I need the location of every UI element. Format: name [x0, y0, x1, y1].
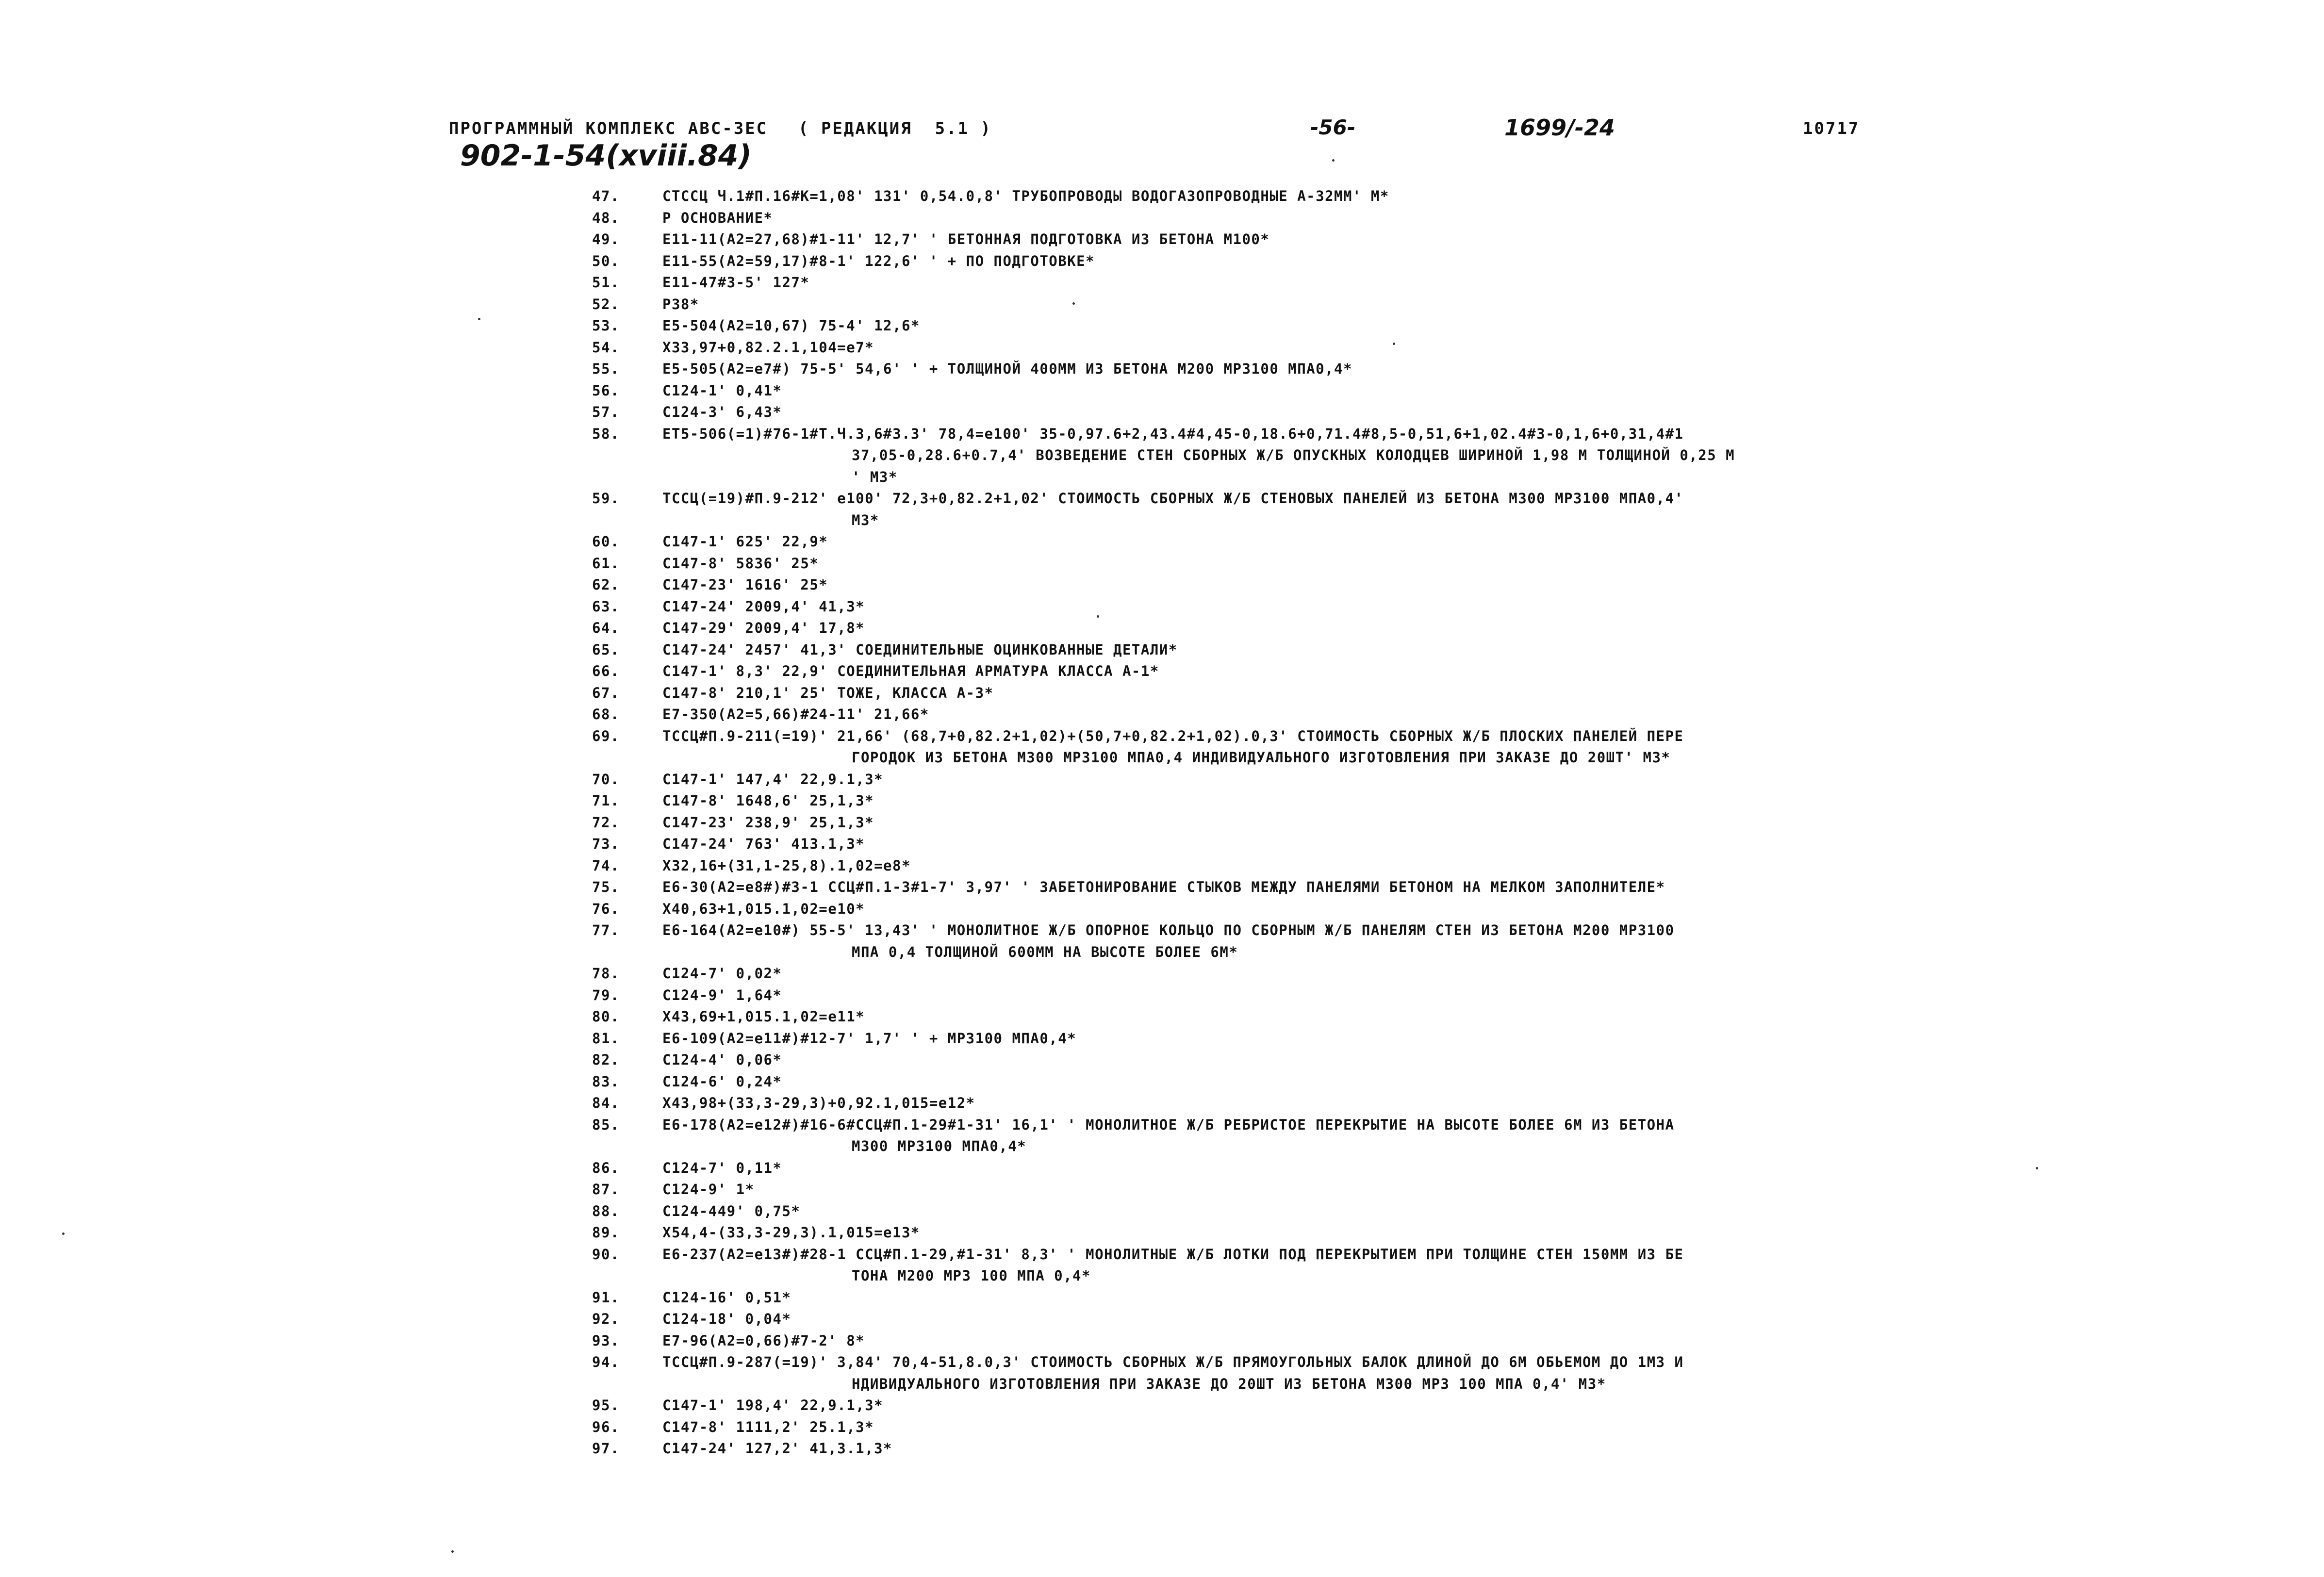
listing-line	[592, 833, 2242, 855]
listing-line	[592, 725, 2242, 747]
line-text: С124-16' 0,51*	[662, 1289, 791, 1306]
line-text: С147-1' 625' 22,9*	[662, 533, 828, 550]
line-text: Е6-30(А2=е8#)#3-1 ССЦ#П.1-3#1-7' 3,97' ' ЗАБЕТОНИРОВАНИЕ СТЫКОВ МЕЖДУ ПАНЕЛЯМИ БЕТОНОМ НА МЕЛКОМ ЗАПОЛНИТЕЛЕ*	[662, 879, 1665, 895]
line-text: Е6-178(А2=е12#)#16-6#ССЦ#П.1-29#1-31' 16,1' ' МОНОЛИТНОЕ Ж/Б РЕБРИСТОЕ ПЕРЕКРЫТИЕ НА ВЫСОТЕ БОЛЕЕ 6М ИЗ БЕТОНА	[662, 1116, 1675, 1133]
line-number: 88.	[592, 1202, 620, 1219]
line-number: 48.	[592, 209, 620, 226]
line-number: 97.	[592, 1440, 620, 1457]
listing-line	[592, 337, 2242, 359]
line-number: 71.	[592, 792, 620, 809]
program-listing	[592, 185, 2242, 1460]
line-number: 93.	[592, 1332, 620, 1349]
listing-line	[592, 1416, 2242, 1438]
line-text: С124-7' 0,02*	[662, 965, 782, 982]
line-number: 51.	[592, 274, 620, 291]
line-text: СТССЦ Ч.1#П.16#К=1,08' 131' 0,54.0,8' ТРУБОПРОВОДЫ ВОДОГАЗОПРОВОДНЫЕ А-32ММ' М*	[662, 188, 1389, 204]
scan-speck	[478, 318, 480, 320]
line-number: 55.	[592, 361, 620, 377]
line-text: С147-29' 2009,4' 17,8*	[662, 620, 865, 636]
line-text: С147-8' 1648,6' 25,1,3*	[662, 792, 874, 809]
line-number: 84.	[592, 1095, 620, 1111]
listing-line	[592, 963, 2242, 985]
line-number: 56.	[592, 382, 620, 399]
listing-line	[592, 1308, 2242, 1330]
line-number: 82.	[592, 1051, 620, 1068]
listing-line	[592, 380, 2242, 402]
line-number: 73.	[592, 836, 620, 852]
line-text: Р38*	[662, 296, 699, 312]
line-continuation: ГОРОДОК ИЗ БЕТОНА М300 МРЗ100 МПА0,4 ИНДИВИДУАЛЬНОГО ИЗГОТОВЛЕНИЯ ПРИ ЗАКАЗЕ ДО 20ШТ' М3*	[852, 749, 1671, 766]
line-continuation: 37,05-0,28.6+0.7,4' ВОЗВЕДЕНИЕ СТЕН СБОРНЫХ Ж/Б ОПУСКНЫХ КОЛОДЦЕВ ШИРИНОЙ 1,98 М ТОЛЩИНОЙ 0,25 М	[852, 447, 1735, 463]
document-number: 1699/-24	[1504, 115, 1615, 141]
listing-line	[592, 1157, 2242, 1179]
line-number: 68.	[592, 706, 620, 723]
listing-line	[592, 1049, 2242, 1071]
edition-label: ( РЕДАКЦИЯ 5.1 )	[798, 119, 992, 138]
listing-line	[592, 574, 2242, 596]
scan-speck	[1072, 302, 1075, 305]
listing-line	[592, 315, 2242, 337]
listing-line	[592, 207, 2242, 229]
line-text: Р ОСНОВАНИЕ*	[662, 209, 773, 226]
line-number: 57.	[592, 404, 620, 420]
listing-line	[592, 1438, 2242, 1460]
line-text: С124-18' 0,04*	[662, 1311, 791, 1327]
listing-line	[592, 1244, 2242, 1265]
line-text: С124-6' 0,24*	[662, 1073, 782, 1090]
line-number: 47.	[592, 188, 620, 204]
line-text: С124-3' 6,43*	[662, 404, 782, 420]
line-number: 90.	[592, 1246, 620, 1263]
line-text: ТССЦ#П.9-211(=19)' 21,66' (68,7+0,82.2+1,02)+(50,7+0,82.2+1,02).0,3' СТОИМОСТЬ СБОРНЫХ Ж/Б ПЛОСКИХ ПАНЕЛЕЙ ПЕРЕ	[662, 727, 1684, 744]
line-text: Х33,97+0,82.2.1,104=е7*	[662, 339, 874, 356]
listing-line	[592, 423, 2242, 445]
listing-line	[592, 812, 2242, 834]
line-text: С147-24' 763' 413.1,3*	[662, 836, 865, 852]
line-number: 86.	[592, 1159, 620, 1176]
line-text: С147-24' 2009,4' 41,3*	[662, 598, 865, 615]
line-text: Е6-237(А2=е13#)#28-1 ССЦ#П.1-29,#1-31' 8,3' ' МОНОЛИТНЫЕ Ж/Б ЛОТКИ ПОД ПЕРЕКРЫТИЕМ ПРИ ТОЛЩИНЕ СТЕН 150ММ ИЗ БЕ	[662, 1246, 1684, 1263]
line-number: 94.	[592, 1354, 620, 1370]
line-number: 61.	[592, 555, 620, 572]
line-number: 52.	[592, 296, 620, 312]
line-text: ЕТ5-506(=1)#76-1#Т.Ч.3,6#3.3' 78,4=е100' 35-0,97.6+2,43.4#4,45-0,18.6+0,71.4#8,5-0,51,6+1,02.4#3-0,1,6+0,31,4#1	[662, 425, 1684, 442]
line-text: С147-24' 127,2' 41,3.1,3*	[662, 1440, 892, 1457]
line-continuation: ' М3*	[852, 468, 898, 485]
line-number: 62.	[592, 576, 620, 593]
line-number: 60.	[592, 533, 620, 550]
line-continuation: МПА 0,4 ТОЛЩИНОЙ 600ММ НА ВЫСОТЕ БОЛЕЕ 6М*	[852, 943, 1238, 960]
line-text: С147-1' 147,4' 22,9.1,3*	[662, 771, 884, 788]
listing-line	[592, 1028, 2242, 1050]
line-text: Е5-504(А2=10,67) 75-4' 12,6*	[662, 317, 920, 334]
listing-line	[592, 1222, 2242, 1244]
line-continuation: М300 МРЗ100 МПА0,4*	[852, 1138, 1027, 1154]
line-number: 96.	[592, 1418, 620, 1435]
line-number: 59.	[592, 490, 620, 507]
listing-line	[592, 660, 2242, 682]
listing-line	[592, 185, 2242, 207]
line-number: 64.	[592, 620, 620, 636]
listing-code: 10717	[1803, 119, 1860, 138]
listing-line	[592, 898, 2242, 920]
line-number: 67.	[592, 684, 620, 701]
line-text: Х32,16+(31,1-25,8).1,02=е8*	[662, 857, 911, 874]
line-number: 83.	[592, 1073, 620, 1090]
listing-line	[592, 1395, 2242, 1416]
scan-speck	[2036, 1167, 2038, 1169]
line-number: 49.	[592, 231, 620, 247]
listing-line	[592, 1351, 2242, 1373]
line-text: С147-24' 2457' 41,3' СОЕДИНИТЕЛЬНЫЕ ОЦИНКОВАННЫЕ ДЕТАЛИ*	[662, 641, 1178, 658]
line-text: С124-449' 0,75*	[662, 1202, 801, 1219]
line-number: 75.	[592, 879, 620, 895]
listing-line	[592, 596, 2242, 618]
listing-line	[592, 553, 2242, 575]
listing-line	[592, 1330, 2242, 1352]
handwritten-reference: 902-1-54(xviii.84)	[460, 139, 752, 173]
listing-line	[592, 229, 2242, 250]
listing-line	[592, 790, 2242, 812]
listing-line	[592, 876, 2242, 898]
listing-line	[592, 294, 2242, 315]
listing-line	[592, 1092, 2242, 1114]
listing-line	[592, 1200, 2242, 1222]
line-number: 53.	[592, 317, 620, 334]
listing-line	[592, 639, 2242, 661]
line-text: С147-8' 210,1' 25' ТОЖЕ, КЛАССА А-3*	[662, 684, 994, 701]
line-number: 79.	[592, 986, 620, 1003]
listing-line	[592, 401, 2242, 423]
scan-speck	[1332, 159, 1335, 162]
line-text: Е11-11(А2=27,68)#1-11' 12,7' ' БЕТОННАЯ ПОДГОТОВКА ИЗ БЕТОНА М100*	[662, 231, 1270, 247]
listing-line	[592, 617, 2242, 639]
line-text: Е11-47#3-5' 127*	[662, 274, 810, 291]
line-number: 69.	[592, 727, 620, 744]
line-number: 95.	[592, 1397, 620, 1413]
scan-speck	[1097, 615, 1099, 618]
line-number: 76.	[592, 900, 620, 917]
line-number: 78.	[592, 965, 620, 982]
listing-line	[592, 1071, 2242, 1093]
line-text: Е6-164(А2=е10#) 55-5' 13,43' ' МОНОЛИТНОЕ Ж/Б ОПОРНОЕ КОЛЬЦО ПО СБОРНЫМ Ж/Б ПАНЕЛЯМ СТЕН ИЗ БЕТОНА М200 МРЗ100	[662, 922, 1675, 938]
listing-line	[592, 855, 2242, 877]
line-number: 50.	[592, 252, 620, 269]
line-number: 92.	[592, 1311, 620, 1327]
line-text: С124-9' 1,64*	[662, 986, 782, 1003]
line-text: ТССЦ#П.9-287(=19)' 3,84' 70,4-51,8.0,3' СТОИМОСТЬ СБОРНЫХ Ж/Б ПРЯМОУГОЛЬНЫХ БАЛОК ДЛИНОЙ ДО 6М ОБЬЕМОМ ДО 1М3 И	[662, 1354, 1684, 1370]
listing-line	[592, 272, 2242, 294]
scan-speck	[451, 1550, 454, 1553]
line-number: 80.	[592, 1008, 620, 1025]
line-text: С147-23' 1616' 25*	[662, 576, 828, 593]
line-number: 54.	[592, 339, 620, 356]
listing-line	[592, 1114, 2242, 1136]
listing-line	[592, 682, 2242, 704]
line-number: 70.	[592, 771, 620, 788]
line-number: 72.	[592, 814, 620, 831]
line-text: Е7-350(А2=5,66)#24-11' 21,66*	[662, 706, 929, 723]
line-number: 74.	[592, 857, 620, 874]
line-text: ТССЦ(=19)#П.9-212' е100' 72,3+0,82.2+1,02' СТОИМОСТЬ СБОРНЫХ Ж/Б СТЕНОВЫХ ПАНЕЛЕЙ ИЗ БЕТОНА М300 МРЗ100 МПА0,4'	[662, 490, 1684, 507]
line-number: 89.	[592, 1224, 620, 1241]
line-text: С147-1' 8,3' 22,9' СОЕДИНИТЕЛЬНАЯ АРМАТУРА КЛАССА А-1*	[662, 663, 1159, 679]
listing-line	[592, 1179, 2242, 1200]
line-text: С124-1' 0,41*	[662, 382, 782, 399]
line-text: Х54,4-(33,3-29,3).1,015=е13*	[662, 1224, 920, 1241]
line-number: 58.	[592, 425, 620, 442]
listing-line	[592, 920, 2242, 941]
line-number: 77.	[592, 922, 620, 938]
line-continuation: НДИВИДУАЛЬНОГО ИЗГОТОВЛЕНИЯ ПРИ ЗАКАЗЕ ДО 20ШТ ИЗ БЕТОНА М300 МРЗ 100 МПА 0,4' М3*	[852, 1375, 1606, 1392]
line-continuation: М3*	[852, 511, 879, 528]
line-number: 87.	[592, 1181, 620, 1198]
line-text: С147-8' 5836' 25*	[662, 555, 819, 572]
line-number: 65.	[592, 641, 620, 658]
line-text: Х40,63+1,015.1,02=е10*	[662, 900, 865, 917]
listing-line	[592, 704, 2242, 725]
line-text: С124-9' 1*	[662, 1181, 755, 1198]
scan-speck	[1393, 343, 1395, 345]
line-text: Х43,98+(33,3-29,3)+0,92.1,015=е12*	[662, 1095, 975, 1111]
line-text: Х43,69+1,015.1,02=е11*	[662, 1008, 865, 1025]
listing-line	[592, 1287, 2242, 1309]
line-number: 81.	[592, 1030, 620, 1047]
line-text: Е11-55(А2=59,17)#8-1' 122,6' ' + ПО ПОДГОТОВКЕ*	[662, 252, 1095, 269]
line-text: Е6-109(А2=е11#)#12-7' 1,7' ' + МРЗ100 МПА0,4*	[662, 1030, 1077, 1047]
line-text: С124-7' 0,11*	[662, 1159, 782, 1176]
line-text: С147-23' 238,9' 25,1,3*	[662, 814, 874, 831]
line-number: 66.	[592, 663, 620, 679]
listing-line	[592, 985, 2242, 1006]
line-text: С147-1' 198,4' 22,9.1,3*	[662, 1397, 884, 1413]
listing-line	[592, 488, 2242, 509]
line-text: Е5-505(А2=е7#) 75-5' 54,6' ' + ТОЛЩИНОЙ 400ММ ИЗ БЕТОНА М200 МРЗ100 МПА0,4*	[662, 361, 1352, 377]
line-text: С147-8' 1111,2' 25.1,3*	[662, 1418, 874, 1435]
scan-speck	[62, 1232, 65, 1235]
line-continuation: ТОНА М200 МРЗ 100 МПА 0,4*	[852, 1267, 1091, 1284]
line-text: С124-4' 0,06*	[662, 1051, 782, 1068]
line-number: 85.	[592, 1116, 620, 1133]
line-number: 91.	[592, 1289, 620, 1306]
line-number: 63.	[592, 598, 620, 615]
listing-line	[592, 769, 2242, 790]
line-text: Е7-96(А2=0,66)#7-2' 8*	[662, 1332, 865, 1349]
listing-line	[592, 1006, 2242, 1028]
listing-line	[592, 358, 2242, 380]
listing-line	[592, 250, 2242, 272]
program-name: ПРОГРАММНЫЙ КОМПЛЕКС АВС-3ЕС	[449, 119, 768, 138]
page-number: -56-	[1310, 115, 1356, 139]
listing-line	[592, 531, 2242, 553]
